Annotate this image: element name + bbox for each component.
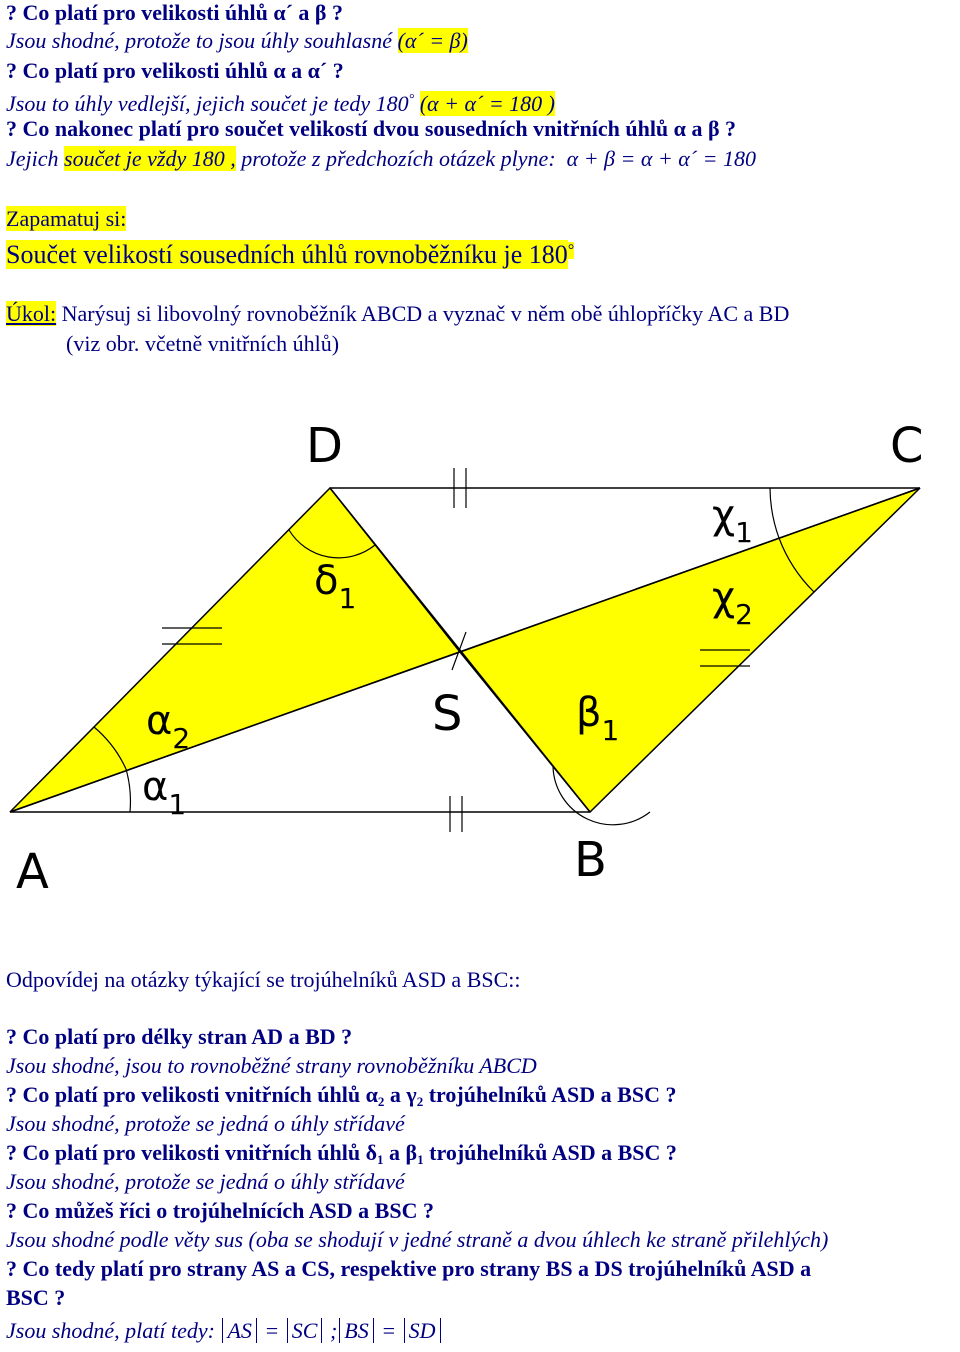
answer-2-formula: (α + α´ = 180 ) [419, 91, 555, 116]
abs-bs: BS [339, 1318, 373, 1343]
vertex-label-b: B [574, 832, 607, 888]
question-8-line-2: BSC ? [6, 1285, 66, 1310]
question-6: ? Co platí pro velikosti vnitřních úhlů $\delta_1$ a $\beta_1$ trojúhelníků ASD a BSC ? [6, 1140, 677, 1167]
question-7: ? Co můžeš říci o trojúhelnících ASD a BSC ? [6, 1198, 434, 1223]
answer-3: Jejich součet je vždy 180 , protože z předchozích otázek plyne: α + β = α + α´ = 180 [6, 146, 756, 171]
answer-8: Jsou shodné, platí tedy: AS = SC ; BS = SD [6, 1318, 443, 1344]
abs-sc: SC [287, 1318, 323, 1343]
angle-label-delta1: $\delta_1$ [314, 558, 357, 615]
parallelogram-figure [0, 388, 960, 928]
answer-1-formula: (α´ = β) [397, 28, 468, 53]
remember-rule: Součet velikostí sousedních úhlů rovnoběžníku je 180° [6, 240, 575, 269]
question-2: ? Co platí pro velikosti úhlů α a α´ ? [6, 58, 344, 83]
question-8: ? Co tedy platí pro strany AS a CS, respektive pro strany BS a DS trojúhelníků ASD a [6, 1256, 812, 1281]
angle-label-beta1: $\beta_1$ [576, 690, 620, 747]
angle-label-alpha1: $\alpha_1$ [142, 764, 187, 821]
task-label: Úkol: [6, 301, 57, 326]
abs-sd: SD [404, 1318, 441, 1343]
answer-4: Jsou shodné, jsou to rovnoběžné strany rovnoběžníku ABCD [6, 1053, 537, 1078]
triangle-asd [10, 488, 463, 812]
arc-alpha1 [126, 769, 130, 812]
vertex-label-s: S [432, 686, 463, 742]
remember-label: Zapamatuj si: [6, 206, 127, 231]
vertex-label-c: C [890, 418, 924, 474]
abs-as: AS [222, 1318, 256, 1343]
angle-label-chi2: $\chi_2$ [712, 574, 753, 631]
tick-marks-ab [450, 796, 462, 832]
triangle-bsc [460, 488, 920, 812]
task-line-2: (viz obr. včetně vnitřních úhlů) [66, 331, 340, 356]
question-5: ? Co platí pro velikosti vnitřních úhlů $\alpha_2$ a $\gamma_2$ trojúhelníků ASD a BSC ? [6, 1082, 677, 1109]
arc-chi1 [770, 488, 779, 538]
answer-6: Jsou shodné, protože se jedná o úhly střídavé [6, 1169, 405, 1194]
answer-3-highlight: součet je vždy 180 , [64, 146, 236, 171]
questions-intro: Odpovídej na otázky týkající se trojúhelníků ASD a BSC:: [6, 967, 521, 992]
angle-label-chi1: $\chi_1$ [712, 492, 753, 549]
answer-3-formula: α + β = α + α´ = 180 [566, 146, 756, 171]
vertex-label-a: A [16, 844, 49, 900]
question-1: ? Co platí pro velikosti úhlů α´ a β ? [6, 0, 344, 25]
vertex-label-d: D [306, 418, 343, 474]
angle-label-alpha2: $\alpha_2$ [146, 698, 191, 755]
answer-2: Jsou to úhly vedlejší, jejich součet je tedy 180° (α + α´ = 180 ) [6, 91, 555, 116]
answer-1: Jsou shodné, protože to jsou úhly souhlasné (α´ = β) [6, 28, 468, 53]
question-3: ? Co nakonec platí pro součet velikostí dvou sousedních vnitřních úhlů α a β ? [6, 116, 737, 141]
answer-7: Jsou shodné podle věty sus (oba se shodují v jedné straně a dvou úhlech ke straně přilehlých) [6, 1227, 829, 1252]
question-4: ? Co platí pro délky stran AD a BD ? [6, 1024, 353, 1049]
answer-5: Jsou shodné, protože se jedná o úhly střídavé [6, 1111, 405, 1136]
task: Úkol: Narýsuj si libovolný rovnoběžník ABCD a vyznač v něm obě úhlopříčky AC a BD [6, 301, 790, 326]
